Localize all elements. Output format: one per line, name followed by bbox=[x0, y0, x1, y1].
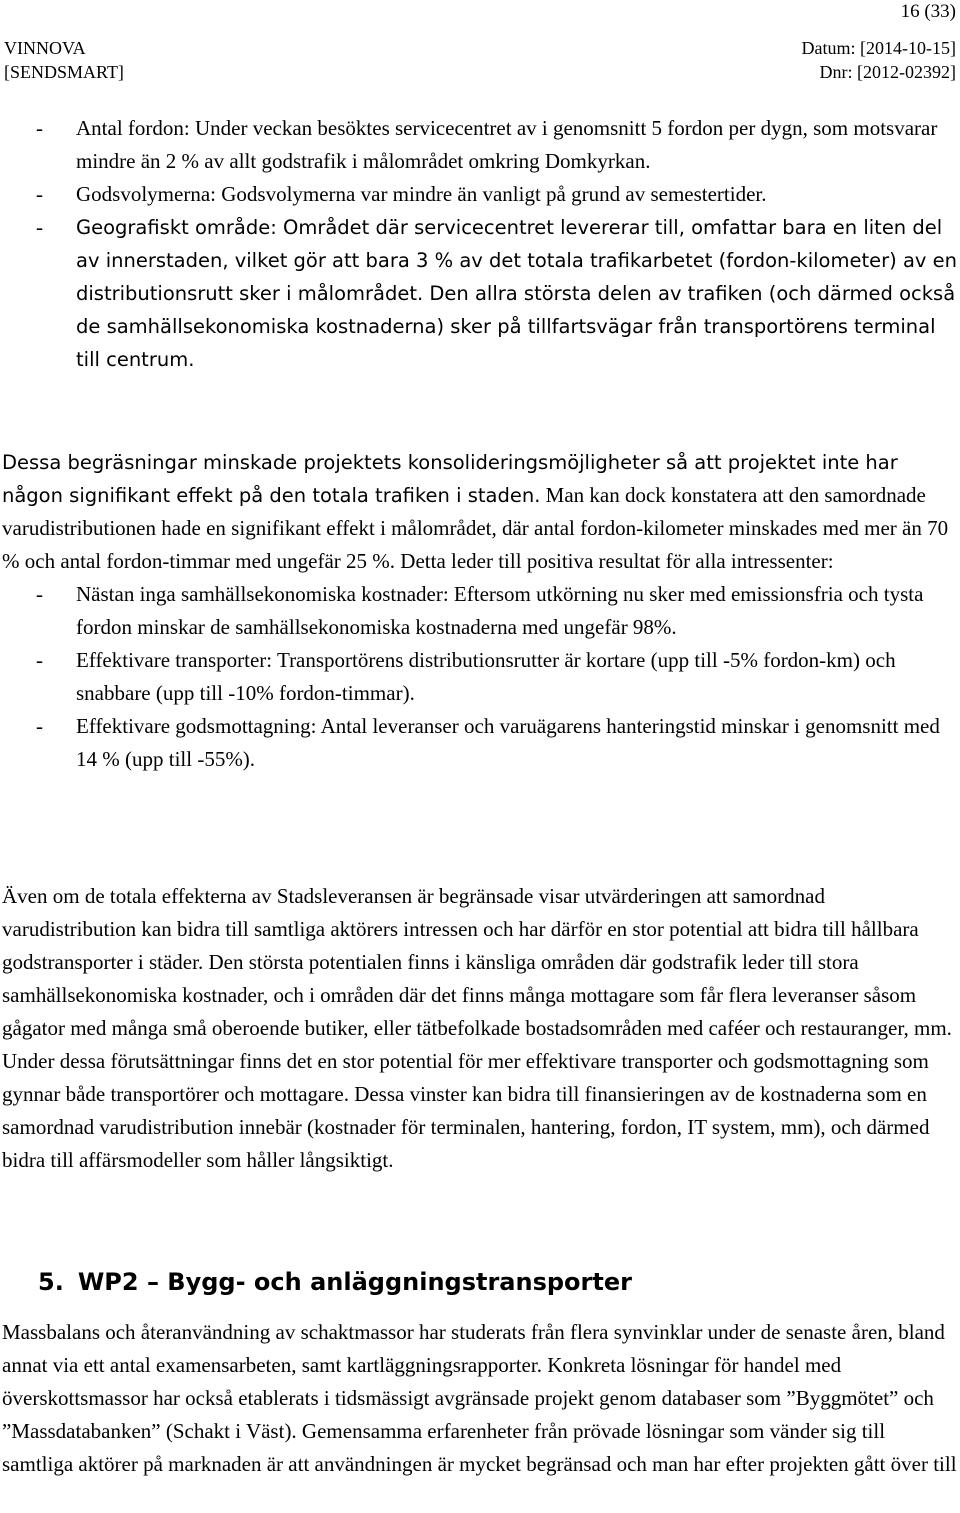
page-number: 16 (33) bbox=[900, 1, 956, 22]
bullet-text-antal-fordon: Antal fordon: Under veckan besöktes servicecentret av i genomsnitt 5 fordon per dygn, som motsvarar mindre än 2 % av allt godstrafik i målområdet omkring Domkyrkan. bbox=[76, 116, 938, 173]
bullet-dash: - bbox=[36, 714, 43, 738]
list-item bbox=[2, 112, 957, 178]
list-item bbox=[2, 710, 957, 776]
results-paragraph-text: Dessa begräsningar minskade projektets konsolideringsmöjligheter så att projektet inte har någon signifikant effekt på den totala trafiken i staden. bbox=[2, 451, 898, 507]
bullet-dash: - bbox=[36, 215, 43, 239]
results-paragraph bbox=[2, 446, 957, 578]
bullet-text-effektivare-godsmottagning: Effektivare godsmottagning: Antal leveranser och varuägarens hanteringstid minskar i genomsnitt med 14 % (upp till -55%). bbox=[76, 714, 940, 771]
bullet-text-samhallsekonomiska: Nästan inga samhällsekonomiska kostnader: Eftersom utkörning nu sker med emissionsfria och tysta fordon minskar de samhällsekonomiska kostnaderna med ungefär 98%. bbox=[76, 582, 924, 639]
bullet-text-effektivare-transporter: Effektivare transporter: Transportörens distributionsrutter är kortare (upp till -5% fordon-km) och snabbare (upp till -10% fordon-timmar). bbox=[76, 648, 896, 705]
list-item bbox=[2, 578, 957, 644]
results-paragraph-text-cont: Man kan dock konstatera att den samordnade varudistributionen hade en signifikant effekt i målområdet, där antal fordon-kilometer minskades med mer än 70 % och antal fordon-timmar med ungefär 25 %. Detta leder till positiva resultat för alla intressenter: bbox=[2, 483, 949, 573]
section-number: 5. bbox=[38, 1268, 64, 1296]
document-date: Datum: [2014-10-15] bbox=[801, 38, 956, 58]
organisation-name: VINNOVA bbox=[4, 38, 86, 58]
project-name: [SENDSMART] bbox=[4, 62, 124, 82]
conclusion-paragraph: Även om de totala effekterna av Stadsleveransen är begränsade visar utvärderingen att samordnad varudistribution kan bidra till samtliga aktörers intressen och har därför en stor potential att bidra till hållbara godstransporter i städer. Den största potentialen finns i känsliga områden där godstrafik leder till stora samhällsekonomiska kostnader, och i områden där det finns många mottagare som får flera leveranser såsom gågator med många små oberoende butiker, eller tätbefolkade bostadsområden med caféer och restauranger, mm. Under dessa förutsättningar finns det en stor potential för mer effektivare transporter och godsmottagning som gynnar både transportörer och mottagare. Dessa vinster kan bidra till finansieringen av de kostnaderna som en samordnad varudistribution innebär (kostnader för terminalen, hantering, fordon, IT system, mm), och därmed bidra till affärsmodeller som håller långsiktigt. bbox=[2, 884, 952, 1172]
list-item bbox=[2, 644, 957, 710]
wp2-section bbox=[2, 1316, 957, 1481]
top-bullet-list bbox=[2, 112, 957, 376]
bullet-text-godsvolymerna: Godsvolymerna: Godsvolymerna var mindre än vanligt på grund av semestertider. bbox=[76, 182, 767, 206]
bullet-dash: - bbox=[36, 582, 43, 606]
bullet-dash: - bbox=[36, 182, 43, 206]
document-header-right bbox=[802, 36, 956, 84]
list-item bbox=[2, 178, 957, 211]
bullet-dash: - bbox=[36, 116, 43, 140]
bullet-text-geografiskt-omrade: Geografiskt område: Området där servicecentret levererar till, omfattar bara en liten del av innerstaden, vilket gör att bara 3 % av det totala trafikarbetet (fordon-kilometer) av en distributionsrutt sker i målområdet. bbox=[76, 216, 957, 305]
document-reference: Dnr: [2012-02392] bbox=[819, 62, 956, 82]
document-header-left bbox=[4, 36, 124, 84]
bullet-text-geografiskt-omrade-cont: Den allra största delen av trafiken (och därmed också de samhällsekonomiska kostnaderna) sker på tillfartsvägar från transportörens terminal till centrum. bbox=[76, 282, 956, 371]
conclusion-section bbox=[2, 880, 957, 1177]
results-section bbox=[2, 446, 957, 776]
list-item bbox=[2, 211, 957, 376]
wp2-paragraph: Massbalans och återanvändning av schaktmassor har studerats från flera synvinklar under de senaste åren, bland annat via ett antal examensarbeten, samt kartläggningsrapporter. Konkreta lösningar för handel med överskottsmassor har också etablerats i tidsmässigt avgränsade projekt genom databaser som ”Byggmötet” och ”Massdatabanken” (Schakt i Väst). Gemensamma erfarenheter från prövade lösningar som vänder sig till samtliga aktörer på marknaden är att användningen är mycket begränsad och man har efter projekten gått över till bbox=[2, 1320, 957, 1476]
bullet-dash: - bbox=[36, 648, 43, 672]
section-title: WP2 – Bygg- och anläggningstransporter bbox=[77, 1268, 632, 1296]
section-heading bbox=[38, 1267, 632, 1297]
